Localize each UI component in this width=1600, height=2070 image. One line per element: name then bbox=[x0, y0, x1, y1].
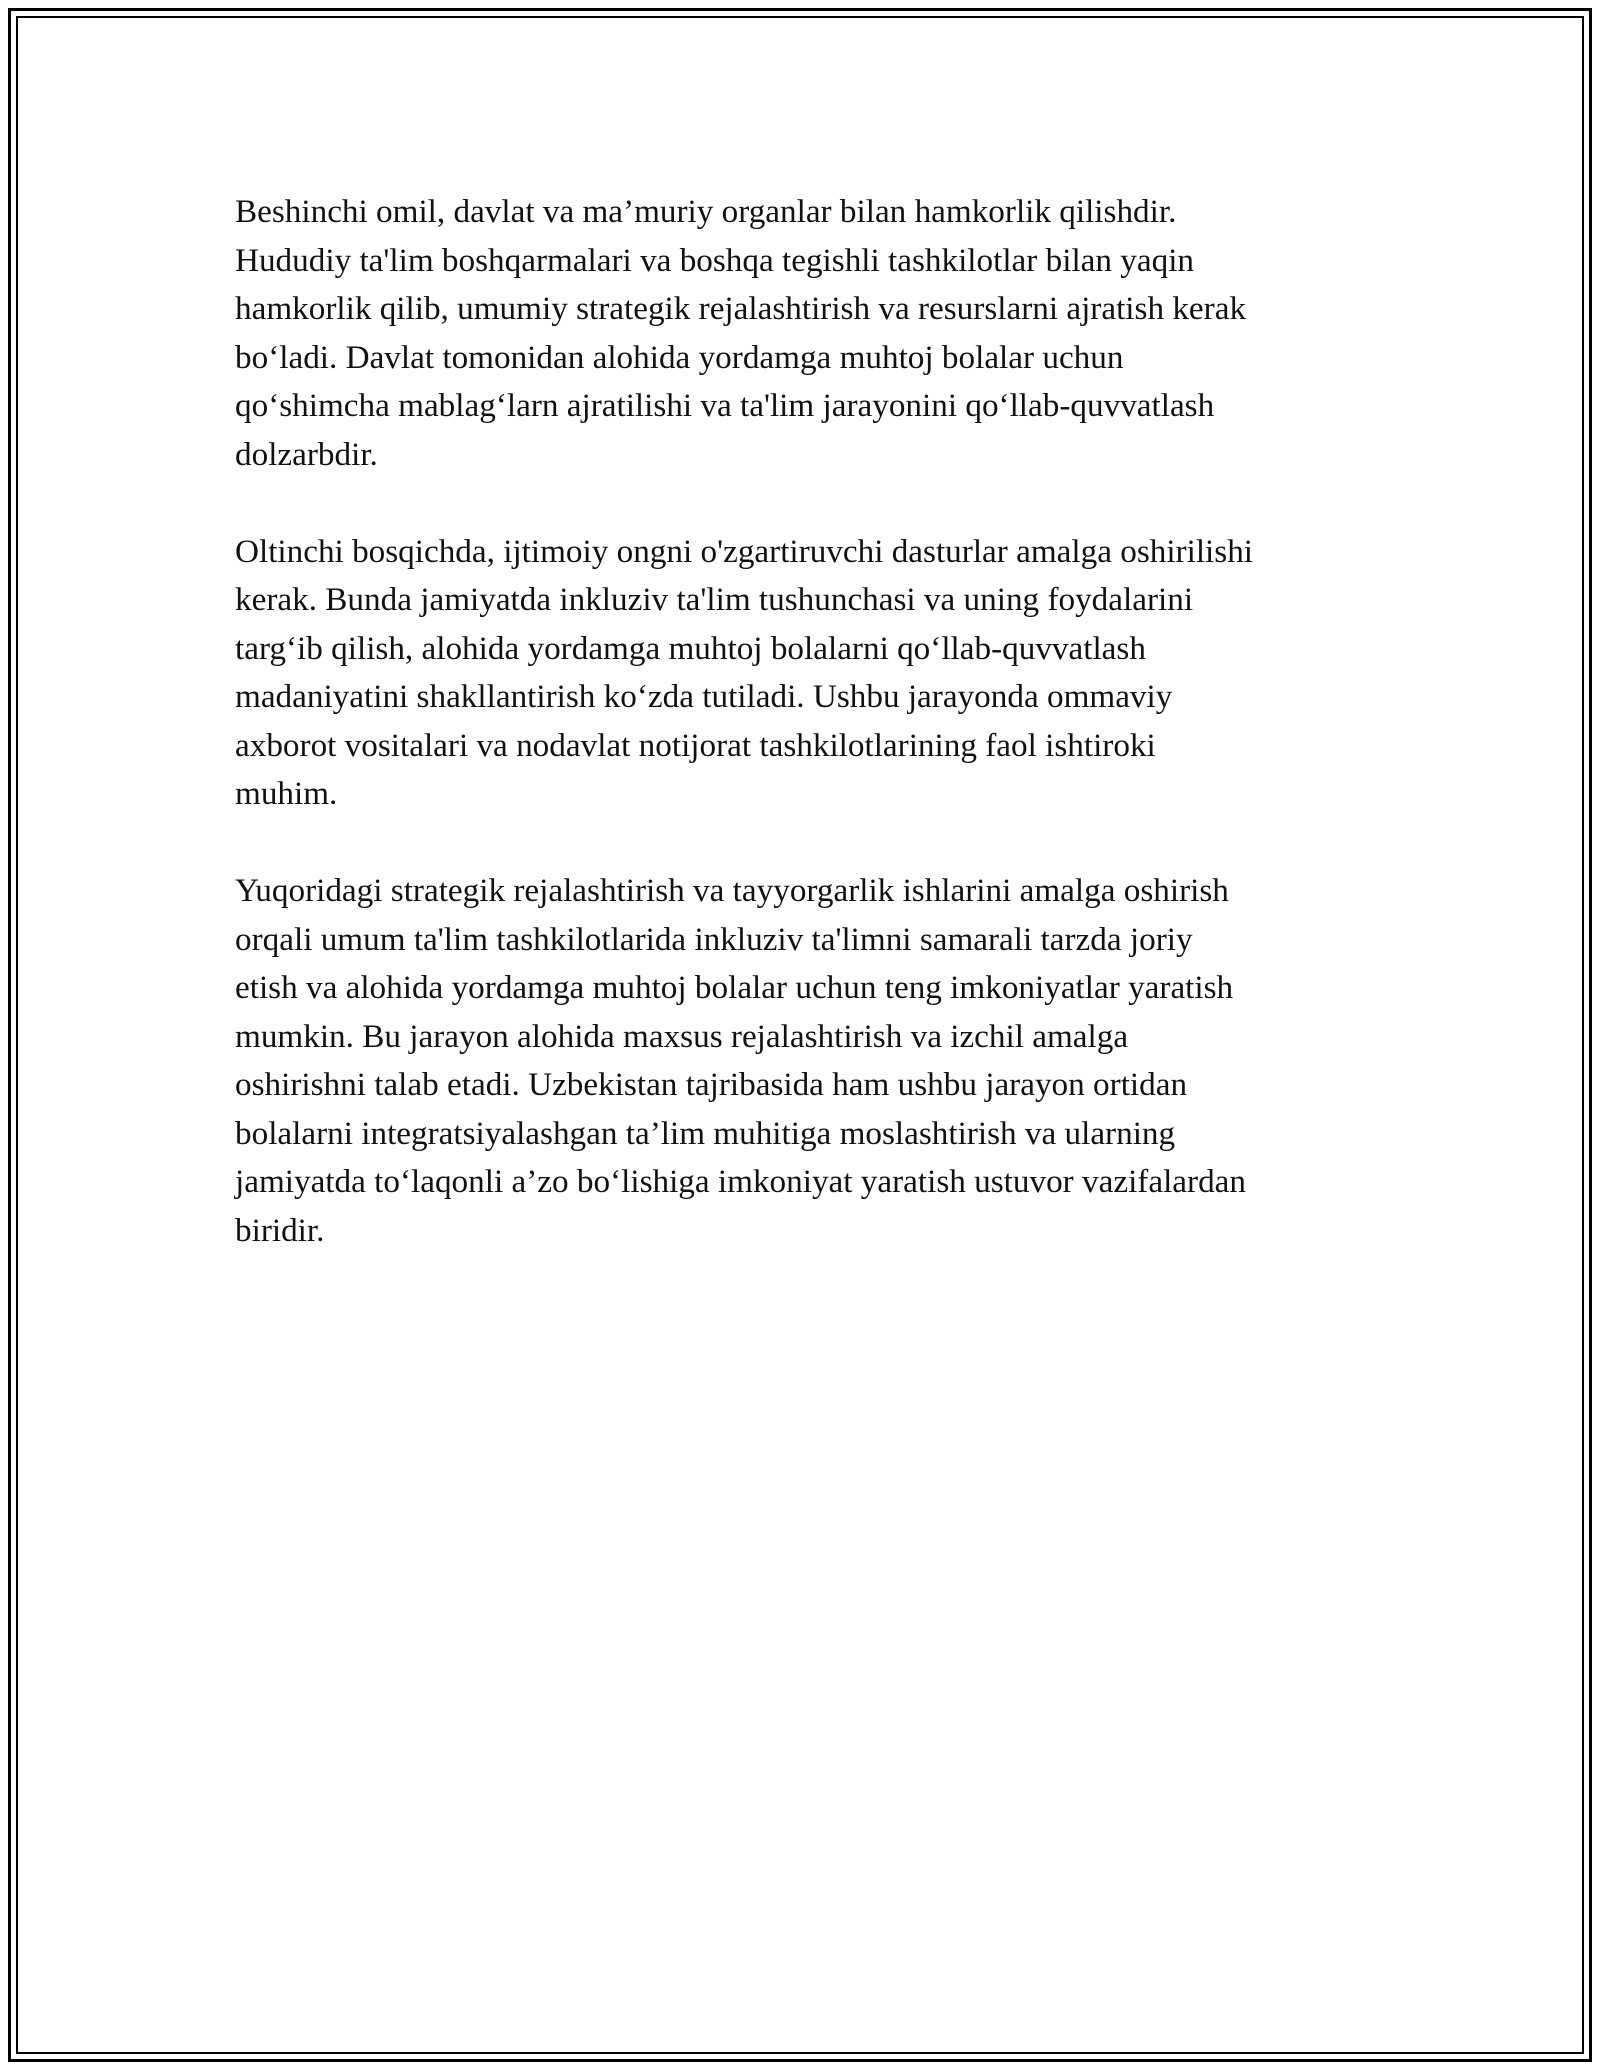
text-line: dolzarbdir. bbox=[235, 435, 378, 473]
paragraph-2 bbox=[235, 528, 1375, 819]
text-line: madaniyatini shakllantirish ko‘zda tutiladi. Ushbu jarayonda ommaviy bbox=[235, 678, 1173, 715]
text-line: Hududiy ta'lim boshqarmalari va boshqa tegishli tashkilotlar bilan yaqin bbox=[235, 241, 1195, 279]
text-line: kerak. Bunda jamiyatda inkluziv ta'lim tushunchasi va uning foydalarini bbox=[235, 581, 1194, 618]
document-body bbox=[235, 188, 1375, 1304]
text-line: Yuqoridagi strategik rejalashtirish va tayyorgarlik ishlarini amalga oshirish bbox=[235, 872, 1229, 909]
paragraph-3 bbox=[235, 867, 1375, 1255]
text-line: qo‘shimcha mablag‘larn ajratilishi va ta'lim jarayonini qo‘llab-quvvatlash bbox=[235, 387, 1215, 424]
text-line: Beshinchi omil, davlat va ma’muriy organlar bilan hamkorlik qilishdir. bbox=[235, 193, 1177, 230]
text-line: oshirishni talab etadi. Uzbekistan tajribasida ham ushbu jarayon ortidan bbox=[235, 1066, 1188, 1103]
paragraph-1 bbox=[235, 188, 1375, 479]
text-line: muhim. bbox=[235, 775, 338, 812]
text-line: bolalarni integratsiyalashgan ta’lim muhitiga moslashtirish va ularning bbox=[235, 1114, 1176, 1152]
text-line: mumkin. Bu jarayon alohida maxsus rejalashtirish va izchil amalga bbox=[235, 1017, 1129, 1055]
text-line: orqali umum ta'lim tashkilotlarida inkluziv ta'limni samarali tarzda joriy bbox=[235, 920, 1193, 958]
text-line: Oltinchi bosqichda, ijtimoiy ongni o'zgartiruvchi dasturlar amalga oshirilishi bbox=[235, 532, 1254, 570]
text-line: axborot vositalari va nodavlat notijorat tashkilotlarining faol ishtiroki bbox=[235, 726, 1156, 764]
text-line: hamkorlik qilib, umumiy strategik rejalashtirish va resurslarni ajratish kerak bbox=[235, 290, 1247, 327]
text-line: etish va alohida yordamga muhtoj bolalar uchun teng imkoniyatlar yaratish bbox=[235, 969, 1234, 1006]
text-line: targ‘ib qilish, alohida yordamga muhtoj bolalarni qo‘llab-quvvatlash bbox=[235, 629, 1146, 667]
text-line: bo‘ladi. Davlat tomonidan alohida yordamga muhtoj bolalar uchun bbox=[235, 338, 1124, 376]
text-line: jamiyatda to‘laqonli a’zo bo‘lishiga imkoniyat yaratish ustuvor vazifalardan bbox=[235, 1163, 1246, 1200]
text-line: biridir. bbox=[235, 1211, 325, 1249]
